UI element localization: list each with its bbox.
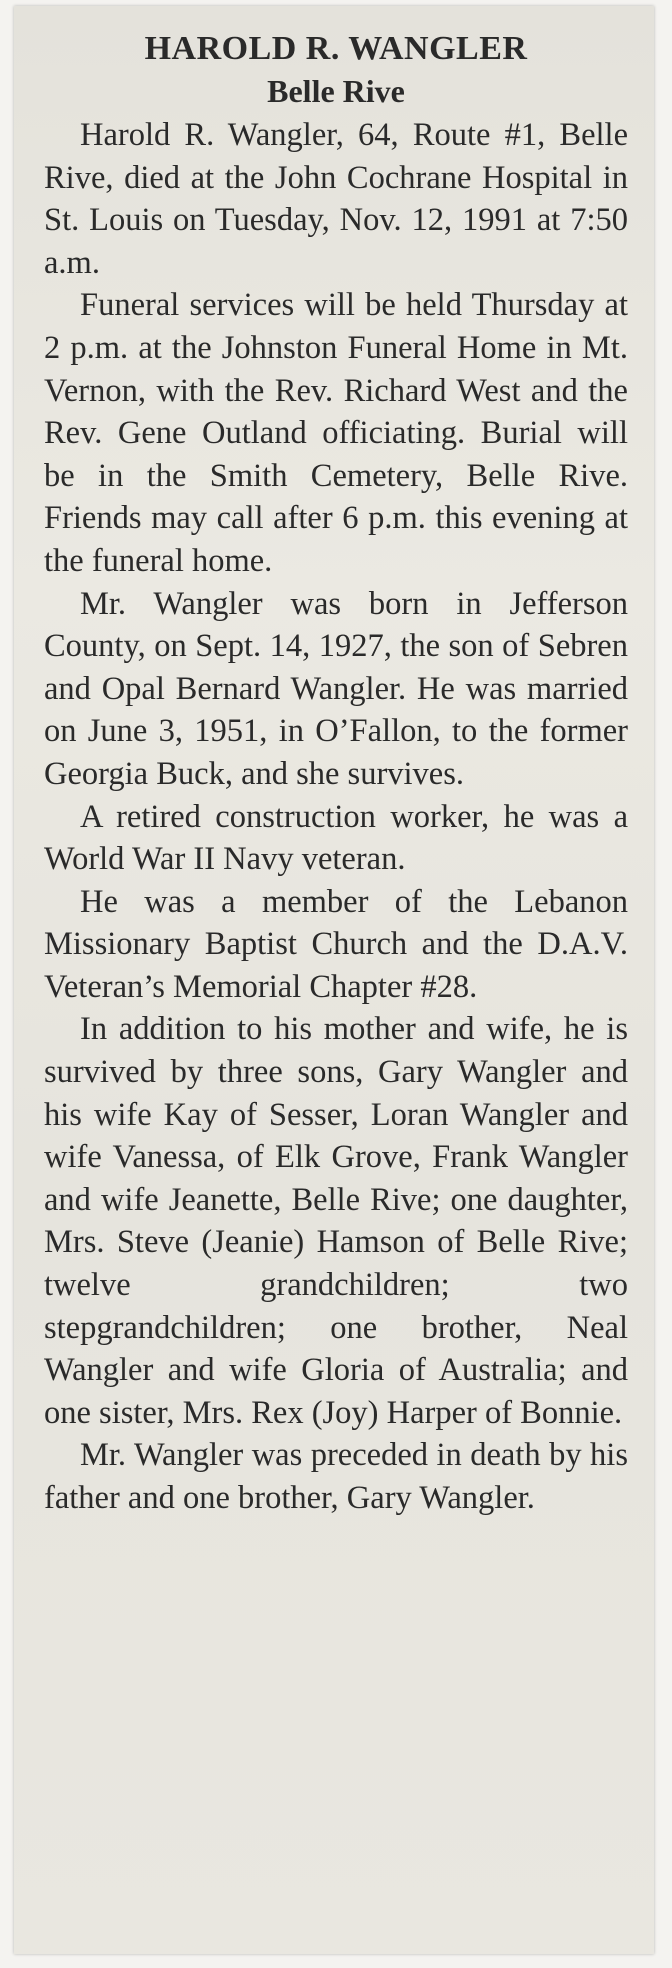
obituary-paragraph-membership: He was a member of the Lebanon Missionary Baptist Church and the D.A.V. Veteran’s Memorial Chapter #28. xyxy=(44,883,628,1005)
obituary-paragraph-survivors: In addition to his mother and wife, he is survived by three sons, Gary Wangler and his wife Kay of Sesser, Loran Wangler and wife Vanessa, of Elk Grove, Frank Wangler and wife Jeanette, Belle Rive; one daughter, Mrs. Steve (Jeanie) Hamson of Belle Rive; twelve grandchildren; two stepgrandchildren; one brother, Neal Wangler and wife Gloria of Australia; and one sister, Mrs. Rex (Joy) Harper of Bonnie. xyxy=(44,1011,628,1431)
obituary-paragraph-career: A retired construction worker, he was a World War II Navy veteran. xyxy=(44,798,628,878)
obituary-paragraph-preceded: Mr. Wangler was preceded in death by his father and one brother, Gary Wangler. xyxy=(44,1437,628,1516)
obituary-dateline: Belle Rive xyxy=(267,73,405,109)
obituary-paragraph-funeral: Funeral services will be held Thursday at 2 p.m. at the Johnston Funeral Home in Mt. Vernon, with the Rev. Richard West and the Rev. Gene Outland officiating. Burial will be in the Smith Cemetery, Belle Rive. Friends may call after 6 p.m. this evening at the funeral home. xyxy=(44,287,628,579)
obituary-paragraph-birth: Mr. Wangler was born in Jefferson County, on Sept. 14, 1927, the son of Sebren and Opal Bernard Wangler. He was married on June 3, 1951, in O’Fallon, to the former Georgia Buck, and she survives. xyxy=(44,585,628,792)
obituary-paragraph-death: Harold R. Wangler, 64, Route #1, Belle Rive, died at the John Cochrane Hospital in St. Louis on Tuesday, Nov. 12, 1991 at 7:50 a.m. xyxy=(44,117,628,281)
obituary-headline: HAROLD R. WANGLER xyxy=(144,30,528,67)
newspaper-clipping xyxy=(14,6,654,1954)
